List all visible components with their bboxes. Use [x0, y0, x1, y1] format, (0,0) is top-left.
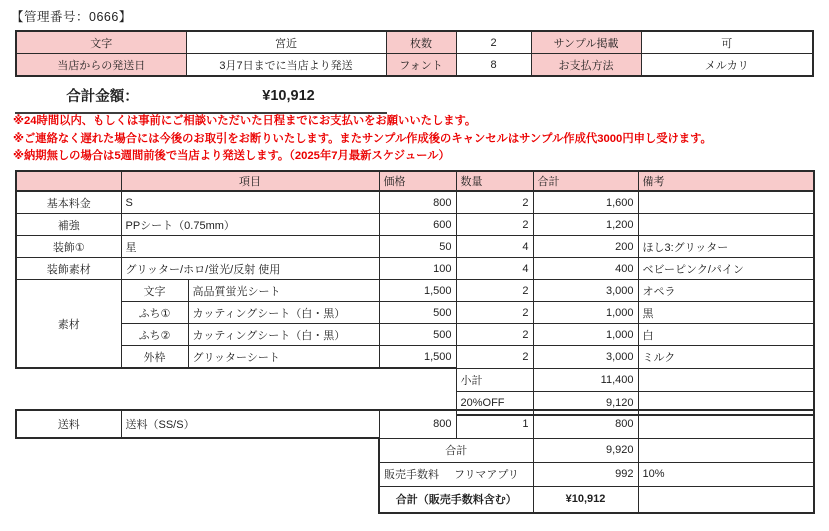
info-value-sheet-count: 2 [456, 31, 531, 54]
header-note: 備考 [638, 171, 814, 191]
header-total: 合計 [533, 171, 638, 191]
subtotal-note [638, 368, 814, 391]
row-category: 装飾① [16, 236, 121, 258]
row-qty: 2 [456, 214, 533, 236]
material-price: 500 [379, 302, 456, 324]
discount-value: 9,120 [533, 391, 638, 415]
fee-label-sub: フリマアプリ [454, 469, 519, 481]
total-amount-banner [15, 85, 387, 114]
summary-total-label: 合計 [379, 438, 533, 462]
material-sub: ふち① [121, 302, 188, 324]
info-label-sample-listing: サンプル掲載 [531, 31, 641, 54]
table-row [16, 324, 814, 346]
total-amount-value: ¥10,912 [262, 87, 315, 104]
material-total: 1,000 [533, 302, 638, 324]
grand-total-value: ¥10,912 [533, 486, 638, 513]
info-value-payment-method: メルカリ [641, 54, 813, 77]
info-label-font: フォント [386, 54, 456, 77]
notice-line-schedule: ※納期無しの場合は5週間前後で当店より発送します。（2025年7月最新スケジュール） [13, 150, 450, 163]
shipping-price: 800 [379, 410, 456, 438]
info-value-characters: 宮近 [186, 31, 386, 54]
header-item: 項目 [121, 171, 379, 191]
spacer-cell [16, 438, 379, 462]
material-total: 3,000 [533, 346, 638, 369]
material-item: カッティングシート（白・黒） [188, 324, 379, 346]
material-total: 3,000 [533, 280, 638, 302]
table-row [16, 191, 814, 214]
material-note: ミルク [638, 346, 814, 369]
fee-label [379, 462, 533, 486]
row-category: 装飾素材 [16, 258, 121, 280]
table-row [16, 236, 814, 258]
material-sub: 外枠 [121, 346, 188, 369]
row-note [638, 191, 814, 214]
spacer-cell [16, 368, 456, 391]
table-row [16, 302, 814, 324]
info-value-sample-listing: 可 [641, 31, 813, 54]
row-item: グリッター/ホロ/蛍光/反射 使用 [121, 258, 379, 280]
row-note [638, 214, 814, 236]
summary-total-note [638, 438, 814, 462]
row-note: ほし3:グリッター [638, 236, 814, 258]
material-qty: 2 [456, 324, 533, 346]
shipping-qty: 1 [456, 410, 533, 438]
row-price: 100 [379, 258, 456, 280]
shipping-totals-table [15, 409, 815, 514]
material-sub: 文字 [121, 280, 188, 302]
notice-line-cancel: ※ご連絡なく遅れた場合には今後のお取引をお断りいたします。またサンプル作成後のキャンセルはサンプル作成代3000円申し受けます。 [13, 132, 712, 145]
table-row [16, 280, 814, 302]
header-qty: 数量 [456, 171, 533, 191]
row-total: 400 [533, 258, 638, 280]
material-qty: 2 [456, 346, 533, 369]
notice-line-payment: ※24時間以内、もしくは事前にご相談いただいた日程までにお支払いをお願いいたします。 [13, 115, 477, 127]
table-row [16, 462, 814, 486]
items-table [15, 170, 815, 416]
subtotal-value: 11,400 [533, 368, 638, 391]
header-price: 価格 [379, 171, 456, 191]
row-total: 1,600 [533, 191, 638, 214]
material-price: 500 [379, 324, 456, 346]
material-note: 白 [638, 324, 814, 346]
row-qty: 2 [456, 191, 533, 214]
table-row [16, 410, 814, 438]
shipping-note [638, 410, 814, 438]
table-row [16, 214, 814, 236]
fee-value: 992 [533, 462, 638, 486]
material-item: 高品質蛍光シート [188, 280, 379, 302]
shipping-total: 800 [533, 410, 638, 438]
header-category-blank [16, 171, 121, 191]
info-label-sheet-count: 枚数 [386, 31, 456, 54]
row-price: 50 [379, 236, 456, 258]
notice-block [13, 113, 712, 166]
discount-label: 20%OFF [456, 391, 533, 415]
table-row [16, 346, 814, 369]
material-category: 素材 [16, 280, 121, 369]
row-category: 基本料金 [16, 191, 121, 214]
material-note: オペラ [638, 280, 814, 302]
info-value-font: 8 [456, 54, 531, 77]
info-label-ship-date: 当店からの発送日 [16, 54, 186, 77]
row-qty: 4 [456, 236, 533, 258]
material-qty: 2 [456, 280, 533, 302]
shipping-category: 送料 [16, 410, 121, 438]
row-item: PPシート（0.75mm） [121, 214, 379, 236]
grand-total-label: 合計（販売手数料含む） [379, 486, 533, 513]
table-row [16, 486, 814, 513]
material-price: 1,500 [379, 280, 456, 302]
grand-total-note [638, 486, 814, 513]
table-row [16, 258, 814, 280]
info-label-characters: 文字 [16, 31, 186, 54]
fee-label-main: 販売手数料 [384, 469, 439, 481]
info-value-ship-date: 3月7日までに当店より発送 [186, 54, 386, 77]
material-price: 1,500 [379, 346, 456, 369]
spacer-cell [16, 462, 379, 486]
fee-note: 10% [638, 462, 814, 486]
info-label-payment-method: お支払方法 [531, 54, 641, 77]
row-qty: 4 [456, 258, 533, 280]
row-price: 600 [379, 214, 456, 236]
row-price: 800 [379, 191, 456, 214]
material-item: グリッターシート [188, 346, 379, 369]
row-note: ベビーピンク/パイン [638, 258, 814, 280]
material-qty: 2 [456, 302, 533, 324]
shipping-item: 送料（SS/S） [121, 410, 379, 438]
row-total: 1,200 [533, 214, 638, 236]
material-note: 黒 [638, 302, 814, 324]
table-row [16, 368, 814, 391]
table-row [16, 438, 814, 462]
row-category: 補強 [16, 214, 121, 236]
order-info-table [15, 30, 814, 77]
subtotal-label: 小計 [456, 368, 533, 391]
material-total: 1,000 [533, 324, 638, 346]
material-sub: ふち② [121, 324, 188, 346]
summary-total-value: 9,920 [533, 438, 638, 462]
row-item: 星 [121, 236, 379, 258]
total-amount-label: 合計金額： [66, 89, 139, 105]
management-number: 【管理番号：0666】 [11, 10, 132, 24]
row-item: S [121, 191, 379, 214]
row-total: 200 [533, 236, 638, 258]
material-item: カッティングシート（白・黒） [188, 302, 379, 324]
spacer-cell [16, 486, 379, 513]
